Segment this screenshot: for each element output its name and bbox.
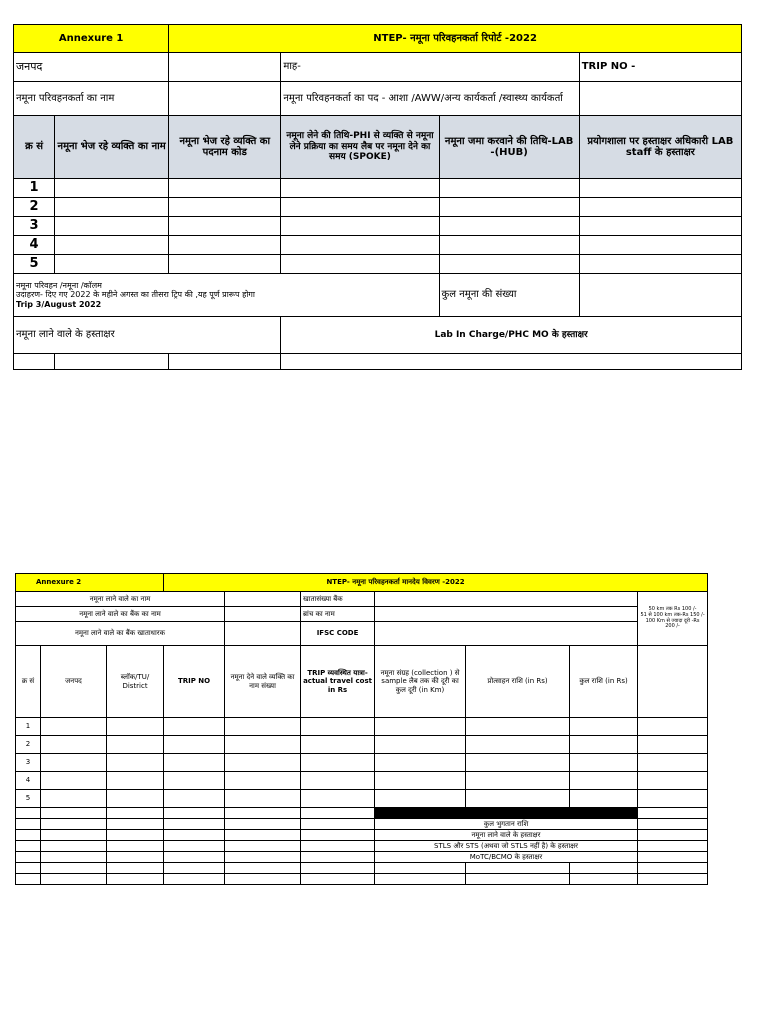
cell[interactable] bbox=[169, 354, 281, 370]
header-lab-signature: प्रयोगशाला पर हस्ताक्षर अधिकारी LAB staff के हस्ताक्षर bbox=[579, 116, 741, 179]
cell bbox=[570, 874, 638, 885]
cell bbox=[107, 874, 164, 885]
row-number: 2 bbox=[16, 736, 41, 754]
header-collection-date: नमूना लेने की तिथि-PHI से व्यक्ति से नमूना लेने प्रक्रिया का समय लैब पर नमूना देने का समय (SPOKE) bbox=[281, 116, 439, 179]
cell bbox=[301, 874, 375, 885]
row-number: 4 bbox=[14, 236, 55, 255]
cell[interactable] bbox=[41, 736, 107, 754]
cell bbox=[107, 863, 164, 874]
cell[interactable] bbox=[169, 236, 281, 255]
cell[interactable] bbox=[281, 217, 439, 236]
motc-signature-label: MoTC/BCMO के हस्ताक्षर bbox=[375, 852, 638, 863]
cell bbox=[301, 852, 375, 863]
rate-1: 50 km तक Rs 100 /- bbox=[648, 606, 697, 612]
stls-signature-label: STLS और STS (अथवा जो STLS नहीं है) के हस्ताक्षर bbox=[375, 841, 638, 852]
cell[interactable] bbox=[169, 198, 281, 217]
district-label: जनपद bbox=[14, 53, 169, 82]
cell[interactable] bbox=[107, 754, 164, 772]
cell bbox=[225, 830, 301, 841]
cell[interactable] bbox=[281, 179, 439, 198]
cell[interactable] bbox=[55, 255, 169, 274]
transporter-signature-label: नमूना लाने वाले के हस्ताक्षर bbox=[375, 830, 638, 841]
trip-format-note bbox=[14, 274, 440, 317]
field-account-holder: नमूना लाने वाले का बैंक खाताधारक bbox=[16, 622, 225, 646]
cell[interactable] bbox=[107, 790, 164, 808]
cell[interactable] bbox=[107, 736, 164, 754]
cell bbox=[41, 819, 107, 830]
cell[interactable] bbox=[466, 772, 570, 790]
header-travel-cost: TRIP व्यवस्थित यात्रा- actual travel cost in Rs bbox=[301, 646, 375, 718]
header-serial: क्र सं bbox=[16, 646, 41, 718]
field-bank-name: नमूना लाने वाले का बैंक का नाम bbox=[16, 607, 225, 622]
cell bbox=[164, 830, 225, 841]
cell[interactable] bbox=[164, 754, 225, 772]
cell[interactable] bbox=[579, 179, 741, 198]
cell[interactable] bbox=[107, 772, 164, 790]
cell[interactable] bbox=[638, 772, 708, 790]
cell bbox=[375, 874, 466, 885]
cell[interactable] bbox=[281, 354, 742, 370]
annexure-1-header-row bbox=[14, 116, 742, 179]
cell[interactable] bbox=[301, 736, 375, 754]
transporter-designation-value[interactable] bbox=[579, 82, 741, 116]
cell[interactable] bbox=[225, 718, 301, 736]
cell bbox=[16, 819, 41, 830]
cell[interactable] bbox=[570, 754, 638, 772]
transporter-signature-label: नमूना लाने वाले के हस्ताक्षर bbox=[14, 317, 281, 354]
cell[interactable] bbox=[579, 217, 741, 236]
cell[interactable] bbox=[375, 718, 466, 736]
cell[interactable] bbox=[579, 255, 741, 274]
annexure-2-label: Annexure 2 bbox=[16, 574, 164, 592]
header-total: कुल राशि (in Rs) bbox=[570, 646, 638, 718]
cell[interactable] bbox=[225, 736, 301, 754]
cell[interactable] bbox=[466, 790, 570, 808]
cell bbox=[225, 874, 301, 885]
row-number: 1 bbox=[16, 718, 41, 736]
cell bbox=[16, 830, 41, 841]
cell[interactable] bbox=[55, 179, 169, 198]
header-incentive: प्रोत्साहन राशि (in Rs) bbox=[466, 646, 570, 718]
cell[interactable] bbox=[439, 255, 579, 274]
table-row bbox=[16, 790, 708, 808]
header-sender-name: नमूना भेज रहे व्यक्ति का नाम bbox=[55, 116, 169, 179]
cell[interactable] bbox=[466, 736, 570, 754]
cell[interactable] bbox=[301, 754, 375, 772]
cell[interactable] bbox=[570, 790, 638, 808]
field-branch-name-value[interactable] bbox=[375, 607, 638, 622]
cell[interactable] bbox=[579, 236, 741, 255]
cell[interactable] bbox=[41, 718, 107, 736]
table-row bbox=[14, 179, 742, 198]
annexure-2-title-text: NTEP- नमूना परिवहनकर्ता मानदेय विवरण -2022 bbox=[326, 578, 465, 587]
cell bbox=[301, 830, 375, 841]
cell[interactable] bbox=[281, 198, 439, 217]
cell bbox=[16, 841, 41, 852]
total-samples-label: कुल नमूना की संख्या bbox=[439, 274, 579, 317]
field-account-holder-value[interactable] bbox=[225, 622, 301, 646]
cell bbox=[164, 808, 225, 819]
annexure-2-title bbox=[164, 574, 708, 592]
cell[interactable] bbox=[55, 354, 169, 370]
cell bbox=[301, 808, 375, 819]
cell[interactable] bbox=[439, 179, 579, 198]
cell[interactable] bbox=[164, 772, 225, 790]
annexure-2-table bbox=[15, 573, 708, 885]
field-ifsc: IFSC CODE bbox=[301, 622, 375, 646]
row-number: 3 bbox=[16, 754, 41, 772]
cell bbox=[16, 808, 41, 819]
cell bbox=[164, 819, 225, 830]
cell bbox=[107, 830, 164, 841]
cell bbox=[466, 863, 570, 874]
cell[interactable] bbox=[169, 179, 281, 198]
table-row bbox=[14, 236, 742, 255]
cell[interactable] bbox=[638, 841, 708, 852]
cell bbox=[225, 852, 301, 863]
cell bbox=[225, 841, 301, 852]
cell[interactable] bbox=[638, 790, 708, 808]
cell[interactable] bbox=[439, 236, 579, 255]
cell[interactable] bbox=[638, 718, 708, 736]
header-serial: क्र सं bbox=[14, 116, 55, 179]
cell bbox=[375, 863, 466, 874]
cell bbox=[41, 852, 107, 863]
cell bbox=[164, 863, 225, 874]
cell bbox=[638, 646, 708, 718]
cell[interactable] bbox=[579, 198, 741, 217]
cell[interactable] bbox=[638, 852, 708, 863]
row-number: 5 bbox=[14, 255, 55, 274]
cell bbox=[225, 808, 301, 819]
cell[interactable] bbox=[169, 255, 281, 274]
table-row bbox=[16, 736, 708, 754]
field-transporter-name: नमूना लाने वाले का नाम bbox=[16, 592, 225, 607]
cell[interactable] bbox=[301, 718, 375, 736]
table-row bbox=[16, 754, 708, 772]
table-row bbox=[14, 217, 742, 236]
cell[interactable] bbox=[225, 790, 301, 808]
field-account-number: खातासंख्या बैंक bbox=[301, 592, 375, 607]
rate-2: 51 से 100 km तक-Rs 150 /- bbox=[640, 611, 705, 618]
table-row bbox=[14, 198, 742, 217]
transporter-name-value[interactable] bbox=[169, 82, 281, 116]
cell[interactable] bbox=[439, 198, 579, 217]
row-number: 2 bbox=[14, 198, 55, 217]
cell[interactable] bbox=[55, 198, 169, 217]
cell[interactable] bbox=[375, 790, 466, 808]
cell bbox=[16, 852, 41, 863]
cell bbox=[301, 863, 375, 874]
header-trip-no: TRIP NO bbox=[164, 646, 225, 718]
cell bbox=[107, 819, 164, 830]
lab-incharge-signature-label: Lab In Charge/PHC MO के हस्ताक्षर bbox=[281, 317, 742, 354]
cell[interactable] bbox=[107, 718, 164, 736]
black-bar bbox=[375, 808, 638, 819]
cell[interactable] bbox=[466, 718, 570, 736]
trip-format-example: Trip 3/August 2022 bbox=[16, 299, 102, 309]
cell[interactable] bbox=[570, 772, 638, 790]
cell bbox=[225, 863, 301, 874]
row-number: 4 bbox=[16, 772, 41, 790]
table-row bbox=[16, 772, 708, 790]
cell bbox=[41, 808, 107, 819]
cell[interactable] bbox=[225, 754, 301, 772]
table-row bbox=[16, 718, 708, 736]
field-account-number-value[interactable] bbox=[375, 592, 638, 607]
cell[interactable] bbox=[638, 736, 708, 754]
cell bbox=[41, 830, 107, 841]
rate-3: 100 Km से ज्यादा दूरी -Rs 200 /- bbox=[645, 617, 700, 630]
cell bbox=[107, 841, 164, 852]
cell bbox=[638, 874, 708, 885]
cell bbox=[107, 852, 164, 863]
cell[interactable] bbox=[570, 718, 638, 736]
cell[interactable] bbox=[41, 772, 107, 790]
annexure-1-label: Annexure 1 bbox=[14, 25, 169, 53]
rate-table bbox=[638, 592, 708, 646]
cell bbox=[164, 874, 225, 885]
header-block: ब्लॉक/TU/ District bbox=[107, 646, 164, 718]
cell bbox=[107, 808, 164, 819]
cell[interactable] bbox=[281, 236, 439, 255]
cell[interactable] bbox=[14, 354, 55, 370]
cell[interactable] bbox=[301, 790, 375, 808]
transporter-name-label: नमूना परिवहनकर्ता का नाम bbox=[14, 82, 169, 116]
annexure-2-header-row bbox=[16, 646, 708, 718]
header-distance: नमूना संग्रह (collection ) से sample लैब तक की दूरी का कुल दूरी (in Km) bbox=[375, 646, 466, 718]
field-ifsc-value[interactable] bbox=[375, 622, 638, 646]
cell[interactable] bbox=[439, 217, 579, 236]
cell bbox=[638, 863, 708, 874]
month-label: माह- bbox=[281, 53, 579, 82]
cell bbox=[41, 863, 107, 874]
header-deposit-date: नमूना जमा करवाने की तिथि-LAB -(HUB) bbox=[439, 116, 579, 179]
cell bbox=[41, 841, 107, 852]
cell bbox=[466, 874, 570, 885]
cell[interactable] bbox=[55, 217, 169, 236]
cell[interactable] bbox=[375, 754, 466, 772]
transporter-designation-label: नमूना परिवहनकर्ता का पद - आशा /AWW/अन्य कार्यकर्ता /स्वास्थ्य कार्यकर्ता bbox=[281, 82, 579, 116]
row-number: 1 bbox=[14, 179, 55, 198]
cell bbox=[16, 874, 41, 885]
cell bbox=[225, 819, 301, 830]
cell[interactable] bbox=[638, 754, 708, 772]
cell[interactable] bbox=[638, 819, 708, 830]
cell[interactable] bbox=[281, 255, 439, 274]
total-payment-label: कुल भुगतान राशि bbox=[375, 819, 638, 830]
cell[interactable] bbox=[164, 790, 225, 808]
field-bank-name-value[interactable] bbox=[225, 607, 301, 622]
cell[interactable] bbox=[41, 790, 107, 808]
header-district: जनपद bbox=[41, 646, 107, 718]
header-sender-code: नमूना भेज रहे व्यक्ति का पदनाम कोड bbox=[169, 116, 281, 179]
row-number: 3 bbox=[14, 217, 55, 236]
header-sender-count: नमूना देने वाले व्यक्ति का नाम संख्या bbox=[225, 646, 301, 718]
field-transporter-name-value[interactable] bbox=[225, 592, 301, 607]
trip-no-label: TRIP NO - bbox=[579, 53, 741, 82]
trip-format-line-2: उदाहरण- दिए गए 2022 के महीने अगस्त का तीसरा ट्रिप की ,यह पूर्ण प्रारूप होगा bbox=[16, 290, 256, 300]
annexure-1-title: NTEP- नमूना परिवहनकर्ता रिपोर्ट -2022 bbox=[169, 25, 742, 53]
cell bbox=[638, 808, 708, 819]
cell[interactable] bbox=[41, 754, 107, 772]
cell bbox=[301, 841, 375, 852]
district-value[interactable] bbox=[169, 53, 281, 82]
cell bbox=[164, 852, 225, 863]
cell[interactable] bbox=[164, 718, 225, 736]
annexure-1-table bbox=[13, 24, 742, 370]
cell bbox=[301, 819, 375, 830]
field-branch-name: ब्रांच का नाम bbox=[301, 607, 375, 622]
table-row bbox=[14, 255, 742, 274]
cell[interactable] bbox=[55, 236, 169, 255]
cell[interactable] bbox=[466, 754, 570, 772]
cell[interactable] bbox=[375, 772, 466, 790]
total-samples-value[interactable] bbox=[579, 274, 741, 317]
cell bbox=[16, 863, 41, 874]
cell[interactable] bbox=[638, 830, 708, 841]
cell bbox=[164, 841, 225, 852]
cell[interactable] bbox=[375, 736, 466, 754]
trip-format-line-1: नमूना परिवहन /नमूना /कॉलम bbox=[16, 281, 102, 291]
cell[interactable] bbox=[169, 217, 281, 236]
cell[interactable] bbox=[164, 736, 225, 754]
cell[interactable] bbox=[225, 772, 301, 790]
cell bbox=[570, 863, 638, 874]
cell[interactable] bbox=[301, 772, 375, 790]
row-number: 5 bbox=[16, 790, 41, 808]
cell bbox=[41, 874, 107, 885]
cell[interactable] bbox=[570, 736, 638, 754]
